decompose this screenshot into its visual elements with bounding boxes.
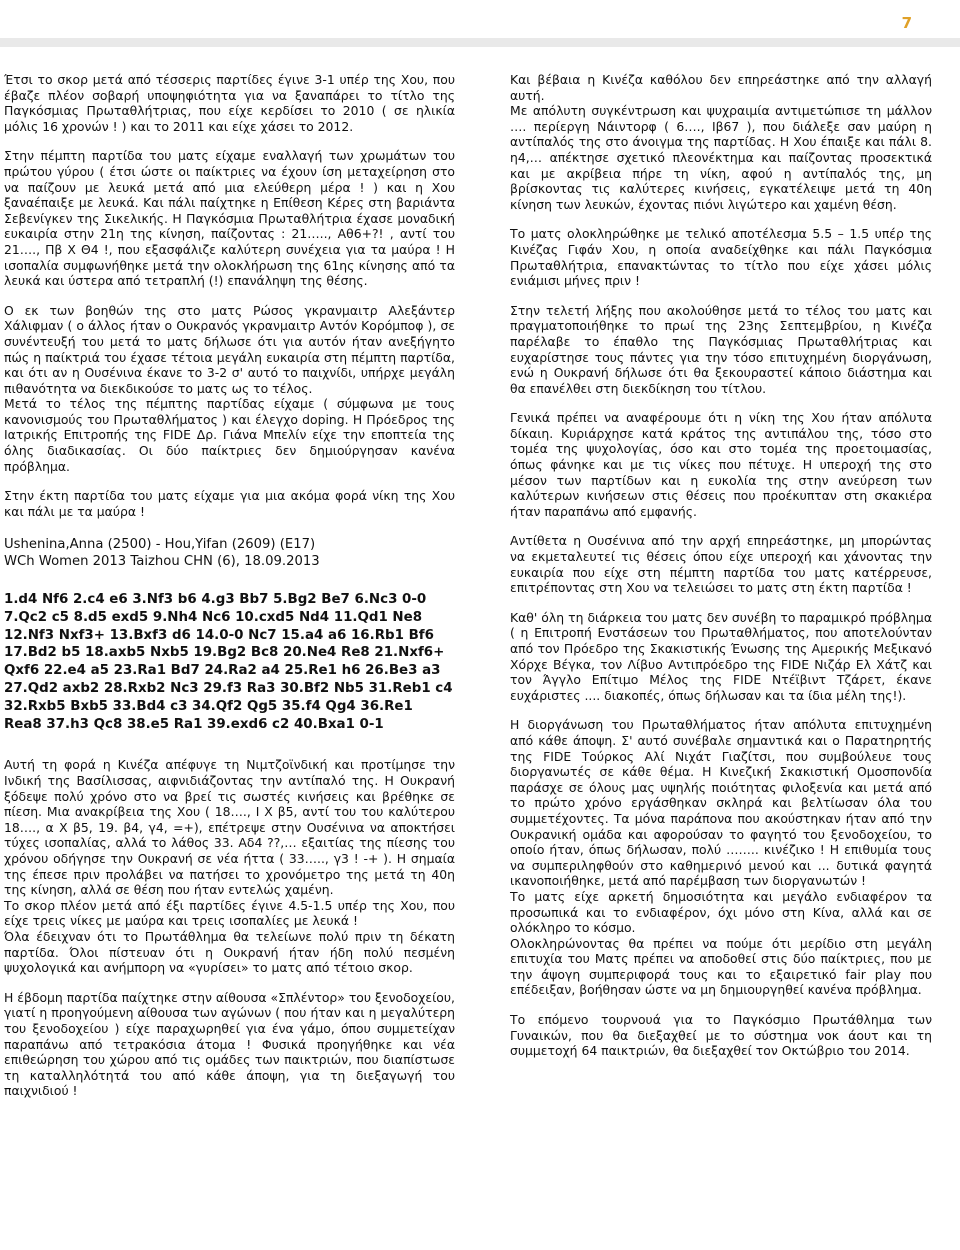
- page-number: 7: [901, 14, 912, 32]
- paragraph: Το σκορ πλέον μετά από έξι παρτίδες έγινε 4.5-1.5 υπέρ της Χου, που είχε τρεις νίκες με μαύρα και τρεις ισοπαλίες με λευκά !: [4, 897, 455, 929]
- paragraph: Όλα έδειχναν ότι το Πρωτάθλημα θα τελείωνε πολύ πριν τη δέκατη παρτίδα. Όλοι πίστευαν ότι η Ουκρανή ήταν ήδη πολύ πεσμένη ψυχολογικά και ανήμπορη να «γυρίσει» το ματς από τέτοιο σκορ.: [4, 928, 455, 976]
- paragraph: Και βέβαια η Κινέζα καθόλου δεν επηρεάστηκε από την αλλαγή αυτή.: [510, 72, 932, 103]
- paragraph: Καθ' όλη τη διάρκεια του ματς δεν συνέβη το παραμικρό πρόβλημα ( η Επιτροπή Ενστάσεων του Πρωταθλήματος, που αποτελούνταν από τον Πρόεδρο της Σκακιστικής Ένωσης της Αμερικής Μεξικανό Χόρχε Βέγκα, τον Λίβυο Αντιπρόεδρο της FIDE Νιζάρ Ελ Χάτζ και τον Άγγλο Επίτιμο Μέλος της FIDE Ντέϊβιντ Τζάρετ, έκανε ευχάριστες .... διακοπές, όπως δήλωσαν και τα ίδια μέλη της!).: [510, 609, 932, 703]
- paragraph: Το επόμενο τουρνουά για το Παγκόσμιο Πρωτάθλημα των Γυναικών, που θα διεξαχθεί με το σύστημα νοκ άουτ και τη συμμετοχή 64 παικτριών, θα διεξαχθεί τον Οκτώβριο του 2014.: [510, 1012, 932, 1059]
- paragraph: Με απόλυτη συγκέντρωση και ψυχραιμία αντιμετώπισε τη μάλλον …. περίεργη Νάιντορφ ( 6…., Ιβ67 ), που διάλεξε σαν μαύρη η αντίπαλός της στο άνοιγμα της παρτίδας. Η Χου έπαιξε και πάλι 8. η4,… απέκτησε σχετικό πλεονέκτημα και παίζοντας προσεκτικά και με ακρίβεια πήρε τη νίκη, αφού η αντίπαλός της, μη βρίσκοντας τις καλύτερες κινήσεις, εγκατέλειψε μετά τη 40η κίνηση των λευκών, έχοντας πιόνι λιγώτερο και χαμένη θέση.: [510, 103, 932, 212]
- paragraph: Έτσι το σκορ μετά από τέσσερις παρτίδες έγινε 3-1 υπέρ της Χου, που έβαζε πλέον σοβαρή υποψηφιότητα για να ξαναπάρει το τίτλο της Παγκόσμιας Πρωταθλήτριας, που είχε κερδίσει το 2010 ( σε ηλικία μόλις 16 χρονών ! ) και το 2011 και είχε χάσει το 2012.: [4, 72, 455, 134]
- paragraph: Μετά το τέλος της πέμπτης παρτίδας είχαμε ( σύμφωνα με τους κανονισμούς του Πρωταθλήματος ) και έλεγχο doping. Η Πρόεδρος της Ιατρικής Επιτροπής της FIDE Δρ. Γιάνα Μπελίν είχε την εποπτεία της όλης διαδικασίας. Οι δύο παίκτριες δεν δημιούργησαν κανένα πρόβλημα.: [4, 396, 455, 474]
- header-rule: [0, 38, 960, 47]
- paragraph: Ο εκ των βοηθών της στο ματς Ρώσος γκρανμαιτρ Αλεξάντερ Χάλιφμαν ( ο άλλος ήταν ο Ουκρανός γκρανμαιτρ Αντόν Κορόμποφ ), σε συνέντευξή του μετά το ματς δήλωσε ότι για αυτόν ήταν ανεξήγητο πώς η παίκτριά του έχασε τέτοια μεγάλη ευκαιρία στη πέμπτη παρτίδα, και ότι αν η Ουσένινα έκανε το 3-2 σ' αυτό το παιχνίδι, υπήρχε μεγάλη πιθανότητα να διεκδικούσε το ματς ως το τέλος.: [4, 302, 455, 396]
- paragraph: Αντίθετα η Ουσένινα από την αρχή επηρεάστηκε, μη μπορώντας να εκμεταλευτεί τις θέσεις όπου είχε υπεροχή και χάνοντας την ευκαιρία που είχε στη πέμπτη παρτίδα του ματς κατέρρευσε, επιτρέποντας στη Χου να τελειώσει το ματς στη έκτη παρτίδα !: [510, 533, 932, 596]
- paragraph: Στην τελετή λήξης που ακολούθησε μετά το τέλος του ματς και πραγματοποιήθηκε το πρωί της 23ης Σεπτεμβρίου, η Κινέζα παρέλαβε το έπαθλο της Παγκόσμιας Πρωταθλήτριας και ευχαρίστησε τους πάντες για την τόσο επιτυχημένη διοργάνωση, ενώ η Ουκρανή δήλωσε ότι θα ξεκουραστεί κάποιο διάστημα και θα επανέλθει στη διεκδίκηση του τίτλου.: [510, 302, 932, 396]
- paragraph: Στην πέμπτη παρτίδα του ματς είχαμε εναλλαγή των χρωμάτων του πρώτου γύρου ( έτσι ώστε οι παίκτριες να έχουν ίση μεταχείρηση στο να παίζουν με λευκά μετά από μια ελεύθερη μέρα ! ) και η Χου ξαναέπαιξε με λευκά. Και πάλι παίχτηκε η Επίθεση Κέρες στη βαριάντα Σεβενίγκεν της Σικελικής. Η Παγκόσμια Πρωταθλήτρια έχασε μοναδική ευκαιρία στην 21η της κίνηση, παίζοντας : 21….., Αθ6+?! , αντί του 21…., Πβ Χ Θ4 !, που εξασφάλιζε καλύτερη συνέχεια για τα μαύρα ! Η ισοπαλία συμφωνήθηκε μετά την ολοκλήρωση της 61ης κίνησης από τα λευκά και ύστερα από τετραπλή (!) επανάληψη της θέσης.: [4, 148, 455, 289]
- game-players: Ushenina,Anna (2500) - Hou,Yifan (2609) (E17): [4, 537, 316, 553]
- paragraph: Η διοργάνωση του Πρωταθλήματος ήταν απόλυτα επιτυχημένη από κάθε άποψη. Σ' αυτό συνέβαλε σημαντικά και ο Παρατηρητής της FIDE Τούρκος Αλί Νιχάτ Γιαζίτσι, που συμβούλευε τους διοργανωτές σε κάθε θέμα. Η Κινεζική Σκακιστική Ομοσπονδία παράσχε σε όλους μας υψηλής ποιότητας φιλοξενία και μετά από το πρώτο χρόνο εργάσθηκαν σκληρά και βελτίωσαν όλα του συμμετέχοντες. Τα μόνα παράπονα που ακούστηκαν ήταν από την Ουκρανική ομάδα και αφορούσαν το φαγητό του ξενοδοχείου, το οποίο ήταν, όπως δήλωσαν, πολύ …….. κινέζικο ! Η επιθυμία τους να συμπεριληφθούν στο καθημερινό μενού και ... δυτικά φαγητά ικανοποιήθηκε, μετά από παρέμβαση των διοργανωτών !: [510, 717, 932, 889]
- paragraph: Ολοκληρώνοντας θα πρέπει να πούμε ότι μερίδιο στη μεγάλη επιτυχία του Ματς πρέπει να αποδοθεί στις δύο παίκτριες, που με την άψογη συμπεριφορά τους και το εξαιρετικό fair play που επέδειξαν, βοήθησαν ώστε να μη δημιουργηθεί κανένα πρόβλημα.: [510, 935, 932, 998]
- paragraph: Αυτή τη φορά η Κινέζα απέφυγε τη Νιμτζοϊνδική και προτίμησε την Ινδική της Βασίλισσας, αιφνιδιάζοντας την αντίπαλό της. Η Ουκρανή ξόδεψε πολύ χρόνο στο να βρεί τις σωστές κινήσεις και βρέθηκε σε πίεση. Μια ανακρίβεια της Χου ( 18…., Ι Χ β5, αντί του του καλύτερου 18…., α Χ β5, 19. β4, γ4, =+), επέτρεψε στην Ουσένινα να αποκτήσει τύχες ισοπαλίας, αλλά το λάθος 33. Αδ4 ??,… εξαιτίας της πίεσης του χρόνου οδήγησε την Ουκρανή σε νέα ήττα ( 33….., γ3 ! -+ ). Η σημαία της έπεσε πριν προλάβει να πατήσει το χρονόμετρο της μετά τη 40η της κίνηση, αλλά σε θέση που ήταν εντελώς χαμένη.: [4, 757, 455, 898]
- right-column: [510, 72, 932, 1073]
- paragraph: Στην έκτη παρτίδα του ματς είχαμε για μια ακόμα φορά νίκη της Χου και πάλι με τα μαύρα !: [4, 488, 455, 519]
- paragraph: Η έβδομη παρτίδα παίχτηκε στην αίθουσα «Σπλέντορ» του ξενοδοχείου, γιατί η προηγούμενη αίθουσα των αγώνων ( που ήταν και η μεγαλύτερη του ξενοδοχείου ) είχε παραχωρηθεί για ένα γάμο, όπου συμμετείχαν παραπάνω από τετρακόσια άτομα ! Φυσικά προηγήθηκε και νέα επιθεώρηση του χώρου από τις ομάδες των παικτριών, που διαπίστωσε τη καταλληλότητά του από κάθε άποψη, για τη διεξαγωγή του παιχνιδιού !: [4, 989, 455, 1099]
- paragraph: Το ματς είχε αρκετή δημοσιότητα και μεγάλο ενδιαφέρον τα προσωπικά και το ενδιαφέρον, όχι μόνο στη Κίνα, αλλά και σε ολόκληρο το κόσμο.: [510, 888, 932, 936]
- game-header: [4, 537, 455, 571]
- game-event: WCh Women 2013 Taizhou CHN (6), 18.09.2013: [4, 554, 320, 570]
- left-column: [4, 72, 455, 1113]
- paragraph: Γενικά πρέπει να αναφέρουμε ότι η νίκη της Χου ήταν απόλυτα δίκαιη. Κυριάρχησε κατά κράτος της αντιπάλου της, τόσο στο τομέα της ψυχολογίας, όσο και στο τομέα της προετοιμασίας, όπως φάνηκε και με τις νίκες που πέτυχε. Η υπεροχή της στο μέσον των παρτίδων και η ευκολία της στην ανεύρεση των καλύτερων κινήσεων στις θέσεις που προέκυπταν στη σκακιέρα ήταν παραπάνω από εμφανής.: [510, 410, 932, 519]
- paragraph: Το ματς ολοκληρώθηκε με τελικό αποτέλεσμα 5.5 – 1.5 υπέρ της Κινέζας Γιφάν Χου, η οποία αναδείχθηκε και πάλι Παγκόσμια Πρωταθλήτρια, επανακτώντας το τίτλο που είχε χάσει μόλις ενιάμισι μήνες πριν !: [510, 226, 932, 289]
- game-moves: 1.d4 Nf6 2.c4 e6 3.Nf3 b6 4.g3 Bb7 5.Bg2 Be7 6.Nc3 0-0 7.Qc2 c5 8.d5 exd5 9.Nh4 Nc6 10.cxd5 Nd4 11.Qd1 Ne8 12.Nf3 Nxf3+ 13.Bxf3 d6 14.0-0 Nc7 15.a4 a6 16.Rb1 Bf6 17.Bd2 b5 18.axb5 Nxb5 19.Bg2 Bc8 20.Ne4 Re8 21.Nxf6+ Qxf6 22.e4 a5 23.Ra1 Bd7 24.Ra2 a4 25.Re1 h6 26.Be3 a3 27.Qd2 axb2 28.Rxb2 Nc3 29.f3 Ra3 30.Bf2 Nb5 31.Reb1 c4 32.Rxb5 Bxb5 33.Bd4 c3 34.Qf2 Qg5 35.f4 Qg4 36.Re1 Rea8 37.h3 Qc8 38.e5 Ra1 39.exd6 c2 40.Bxa1 0-1: [4, 592, 453, 732]
